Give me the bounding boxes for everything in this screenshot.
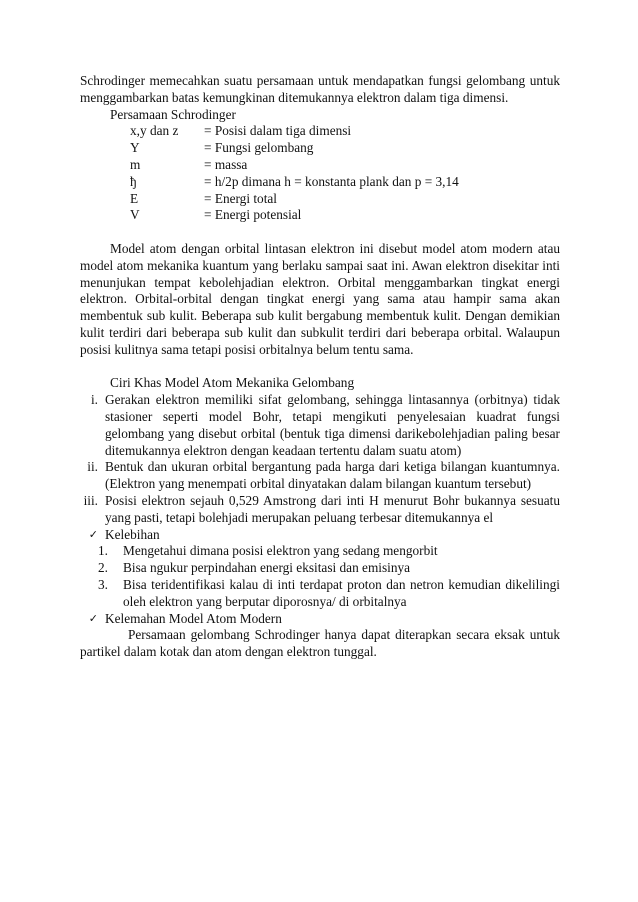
list-item (98, 577, 560, 611)
definition-text: = Energi total (204, 190, 277, 206)
equation-heading: Persamaan Schrodinger (110, 106, 236, 122)
list-number: i. (90, 392, 98, 408)
definition-symbol: ђ (130, 173, 137, 189)
definition-row (130, 207, 560, 224)
list-text: Bisa teridentifikasi kalau di inti terdapat proton dan netron kemudian dikelilingi oleh elektron yang berputar diporosnya/ di orbitalnya (123, 576, 560, 609)
spacer (80, 359, 560, 376)
weaknesses-paragraph: Persamaan gelombang Schrodinger hanya dapat diterapkan secara eksak untuk partikel dalam kotak dan atom dengan elektron tunggal. (80, 627, 560, 660)
weaknesses-heading: Kelemahan Model Atom Modern (105, 610, 282, 626)
list-text: Mengetahui dimana posisi elektron yang sedang mengorbit (123, 543, 438, 559)
list-item (80, 493, 560, 527)
document-body (80, 73, 560, 661)
list-item (98, 560, 560, 577)
definition-symbol: x,y dan z (130, 123, 179, 139)
definition-text: = Energi potensial (204, 207, 302, 223)
list-item (98, 543, 560, 560)
spacer (80, 224, 560, 241)
checklist-item (80, 611, 560, 628)
checklist-item (80, 527, 560, 544)
list-text: Bisa ngukur perpindahan energi eksitasi dan emisinya (123, 560, 411, 576)
list-number: iii. (83, 492, 98, 508)
list-item (80, 392, 560, 459)
list-number: 3. (98, 576, 108, 592)
list-text: Gerakan elektron memiliki sifat gelombang, sehingga lintasannya (orbitnya) tidak stasioner seperti model Bohr, tetapi mengikuti penyelesaian kuadrat fungsi gelombang yang disebut orbital (bentuk tiga dimensi darikebolehjadian paling besar ditemukannya elektron dengan keadaan tertentu dalam suatu atom) (105, 392, 560, 458)
definition-text: = massa (204, 156, 248, 172)
definition-row (130, 174, 560, 191)
definition-row (130, 157, 560, 174)
definition-row (130, 191, 560, 208)
checkmark-icon: ✓ (88, 611, 98, 625)
advantages-list (80, 543, 560, 610)
intro-paragraph: Schrodinger memecahkan suatu persamaan untuk mendapatkan fungsi gelombang untuk menggambarkan batas kemungkinan ditemukannya elektron dalam tiga dimensi. (80, 73, 560, 105)
definition-table (130, 123, 560, 224)
list-number: ii. (87, 459, 98, 475)
definition-text: = Fungsi gelombang (204, 140, 314, 156)
definition-symbol: Y (130, 140, 140, 156)
checkmark-icon: ✓ (88, 527, 98, 541)
list-text: Posisi elektron sejauh 0,529 Amstrong dari inti H menurut Bohr bukannya sesuatu yang pasti, tetapi bolehjadi merupakan peluang terbesar ditemukannya el (105, 492, 560, 525)
model-paragraph: Model atom dengan orbital lintasan elektron ini disebut model atom modern atau model atom mekanika kuantum yang berlaku sampai saat ini. Awan elektron disekitar inti menunjukan tempat kebolehjadian elektron. Orbital menggambarkan tingkat energi elektron. Orbital-orbital dengan tingkat energi yang sama atau hampir sama akan membentuk sub kulit. Beberapa sub kulit bergabung membentuk kulit. Dengan demikian kulit terdiri dari beberapa sub kulit dan subkulit terdiri dari beberapa orbital. Walaupun posisi kulitnya sama tetapi posisi orbitalnya belum tentu sama. (80, 240, 560, 357)
definition-text: = h/2p dimana h = konstanta plank dan p = 3,14 (204, 173, 459, 189)
list-item (80, 459, 560, 493)
definition-row (130, 140, 560, 157)
definition-symbol: E (130, 190, 139, 206)
advantages-heading: Kelebihan (105, 526, 160, 542)
definition-symbol: m (130, 156, 141, 172)
features-heading: Ciri Khas Model Atom Mekanika Gelombang (110, 375, 355, 391)
definition-text: = Posisi dalam tiga dimensi (204, 123, 352, 139)
list-number: 2. (98, 560, 108, 576)
definition-symbol: V (130, 207, 140, 223)
definition-row (130, 123, 560, 140)
list-number: 1. (98, 543, 108, 559)
list-text: Bentuk dan ukuran orbital bergantung pada harga dari ketiga bilangan kuantumnya. (Elektron yang menempati orbital dinyatakan dalam bilangan kuantum tersebut) (105, 459, 560, 492)
